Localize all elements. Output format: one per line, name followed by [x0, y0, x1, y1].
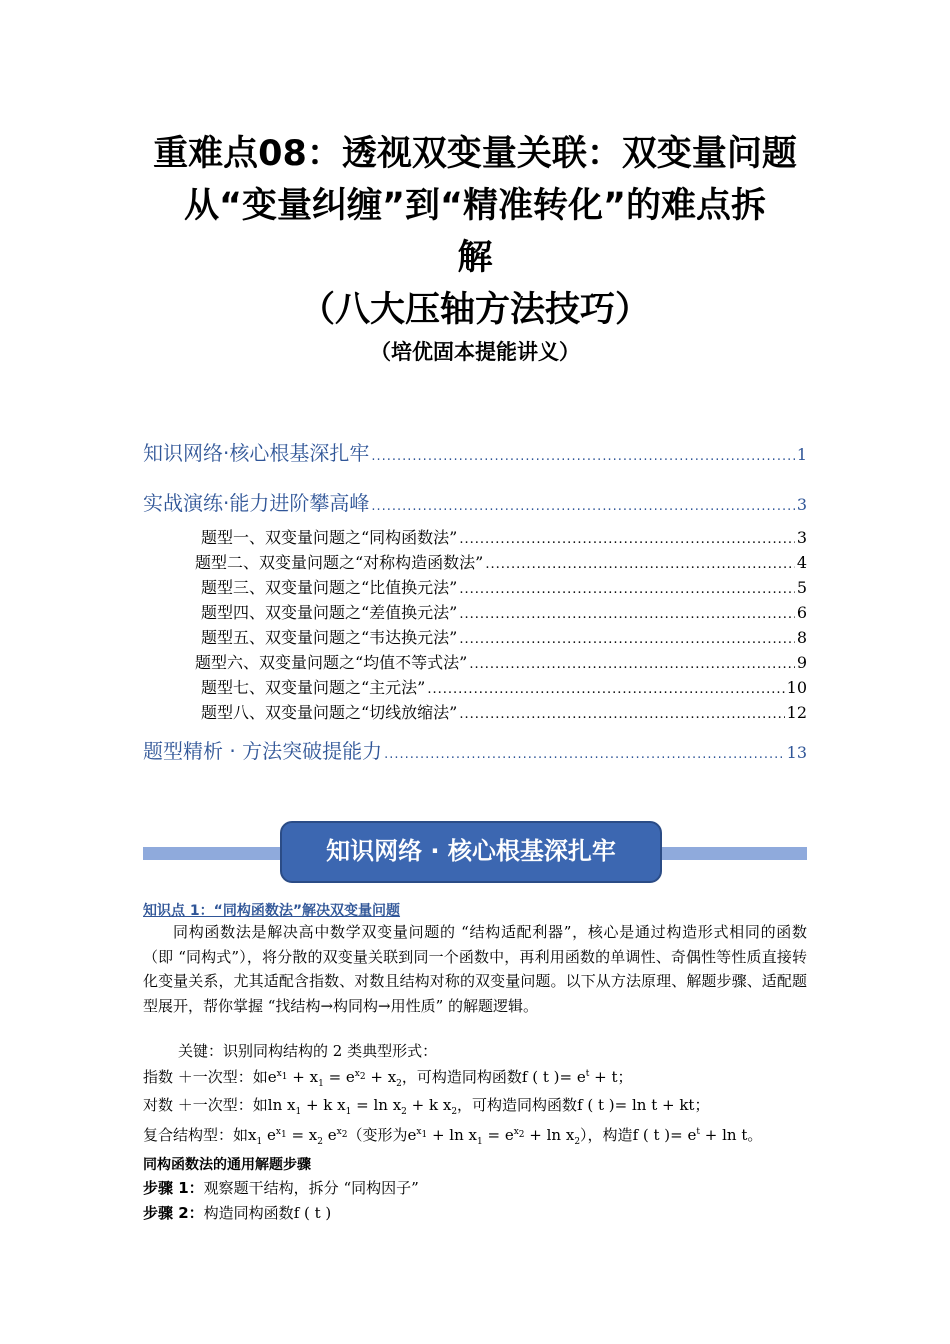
toc-leader [371, 449, 794, 464]
toc-entry-label: 实战演练·能力进阶攀高峰 [143, 491, 370, 515]
toc-entry-page: 4 [796, 553, 807, 572]
toc-entry-page: 1 [796, 445, 807, 464]
toc-entry-label: 题型八、双变量问题之“切线放缩法” [201, 703, 458, 722]
toc-leader [384, 747, 785, 762]
toc-entry-page: 10 [786, 678, 807, 697]
toc-entry-sub[interactable] [201, 575, 807, 598]
formula-exponential-construct: f ( t )= $e^t + t$； [521, 1068, 633, 1086]
title-line-4: （八大压轴方法技巧） [299, 290, 650, 330]
type-composite-prefix: 复合结构型：如 [143, 1126, 249, 1144]
step-2 [143, 1202, 331, 1223]
type-composite-mid2: ），构造 [580, 1126, 633, 1144]
toc-entry-page: 6 [796, 603, 807, 622]
toc-leader [427, 682, 784, 697]
toc-leader [469, 657, 794, 672]
toc-entry-sub[interactable] [195, 650, 807, 673]
toc-entry-main[interactable] [143, 735, 807, 764]
type-exponential-prefix: 指数 ＋一次型：如 [143, 1068, 268, 1086]
toc-entry-main[interactable] [143, 437, 807, 466]
toc-entry-sub[interactable] [201, 675, 807, 698]
toc-leader [485, 557, 794, 572]
toc-leader [459, 607, 794, 622]
formula-composite-construct: f ( t )= $e^t + \ln t$。 [632, 1126, 763, 1144]
toc-leader [459, 632, 794, 647]
toc-entry-page: 3 [796, 528, 807, 547]
toc-entry-page: 13 [786, 743, 807, 762]
toc-entry-label: 题型七、双变量问题之“主元法” [201, 678, 426, 697]
intro-paragraph: 同构函数法是解决高中数学双变量问题的 “结构适配利器”，核心是通过构造形式相同的函数（即 “同构式”），将分散的双变量关联到同一个函数中，再利用函数的单调性、奇偶性等性质直接转化变量关系，尤其适配含指数、对数且结构对称的双变量问题。以下从方法原理、解题步骤、适配题型展开，帮你掌握 “找结构→构同构→用性质” 的解题逻辑。 [143, 923, 807, 1015]
toc-leader [371, 499, 794, 514]
section-banner: 知识网络 · 核心根基深扎牢 [280, 821, 662, 883]
formula-log: $\ln x_1 + k$ $x_1 = \ln x_2 + k$ $x_2$ [267, 1096, 458, 1117]
toc-entry-page: 9 [796, 653, 807, 672]
toc-entry-sub[interactable] [201, 600, 807, 623]
knowledge-point-heading: 知识点 1：“同构函数法”解决双变量问题 [143, 903, 401, 919]
toc-entry-page: 8 [796, 628, 807, 647]
step-2-label: 步骤 2： [143, 1204, 204, 1222]
type-composite-mid: （变形为 [347, 1126, 408, 1144]
key-line: 关键：识别同构结构的 2 类典型形式： [178, 1042, 438, 1060]
toc-entry-page: 12 [786, 703, 807, 722]
toc-entry-label: 题型精析 · 方法突破提能力 [143, 739, 383, 763]
steps-heading: 同构函数法的通用解题步骤 [143, 1157, 311, 1173]
type-log-mid: ，可构造同构函数 [457, 1096, 578, 1114]
toc-entry-label: 题型六、双变量问题之“均值不等式法” [195, 653, 468, 672]
title-line-3: 解 [457, 238, 493, 278]
toc-entry-label: 题型一、双变量问题之“同构函数法” [201, 528, 458, 547]
step-1-text: 观察题干结构，拆分 “同构因子” [203, 1179, 419, 1197]
toc-leader [459, 582, 794, 597]
toc-entry-page: 3 [796, 495, 807, 514]
document-subtitle: （培优固本提能讲义） [370, 340, 580, 364]
toc-entry-sub[interactable] [201, 525, 807, 548]
formula-step-2: f ( t ) [293, 1204, 332, 1222]
toc-leader [459, 707, 784, 722]
toc-entry-label: 题型五、双变量问题之“韦达换元法” [201, 628, 458, 647]
title-line-2: 从“变量纠缠”到“精准转化”的难点拆 [183, 186, 766, 226]
type-composite-line [143, 1124, 762, 1147]
title-line-1: 重难点08：透视双变量关联：双变量问题 [153, 134, 797, 174]
document-title [0, 128, 950, 336]
step-1 [143, 1177, 419, 1198]
formula-composite-transformed: $e^{x_1} + \ln x_1 = e^{x_2} + \ln x_2$ [407, 1126, 581, 1147]
step-1-label: 步骤 1： [143, 1179, 204, 1197]
toc-entry-page: 5 [796, 578, 807, 597]
toc-entry-sub[interactable] [201, 625, 807, 648]
toc-entry-label: 题型三、双变量问题之“比值换元法” [201, 578, 458, 597]
toc-entry-label: 知识网络·核心根基深扎牢 [143, 441, 370, 465]
toc-entry-sub[interactable] [201, 700, 807, 723]
toc-entry-label: 题型二、双变量问题之“对称构造函数法” [195, 553, 484, 572]
type-log-prefix: 对数 ＋一次型：如 [143, 1096, 268, 1114]
formula-log-construct: f ( t )= ln t + kt； [577, 1096, 710, 1114]
toc-entry-sub[interactable] [195, 550, 807, 573]
toc-entry-main[interactable] [143, 487, 807, 516]
type-log-line [143, 1094, 709, 1117]
toc-leader [459, 532, 794, 547]
formula-composite: $x_1$ $e^{x_1} = x_2$ $e^{x_2}$ [248, 1126, 348, 1147]
formula-exponential: $e^{x_1} + x_1 = e^{x_2} + x_2$ [267, 1068, 402, 1089]
type-exponential-mid: ，可构造同构函数 [401, 1068, 522, 1086]
toc-entry-label: 题型四、双变量问题之“差值换元法” [201, 603, 458, 622]
step-2-text: 构造同构函数 [203, 1204, 294, 1222]
type-exponential-line [143, 1066, 633, 1089]
